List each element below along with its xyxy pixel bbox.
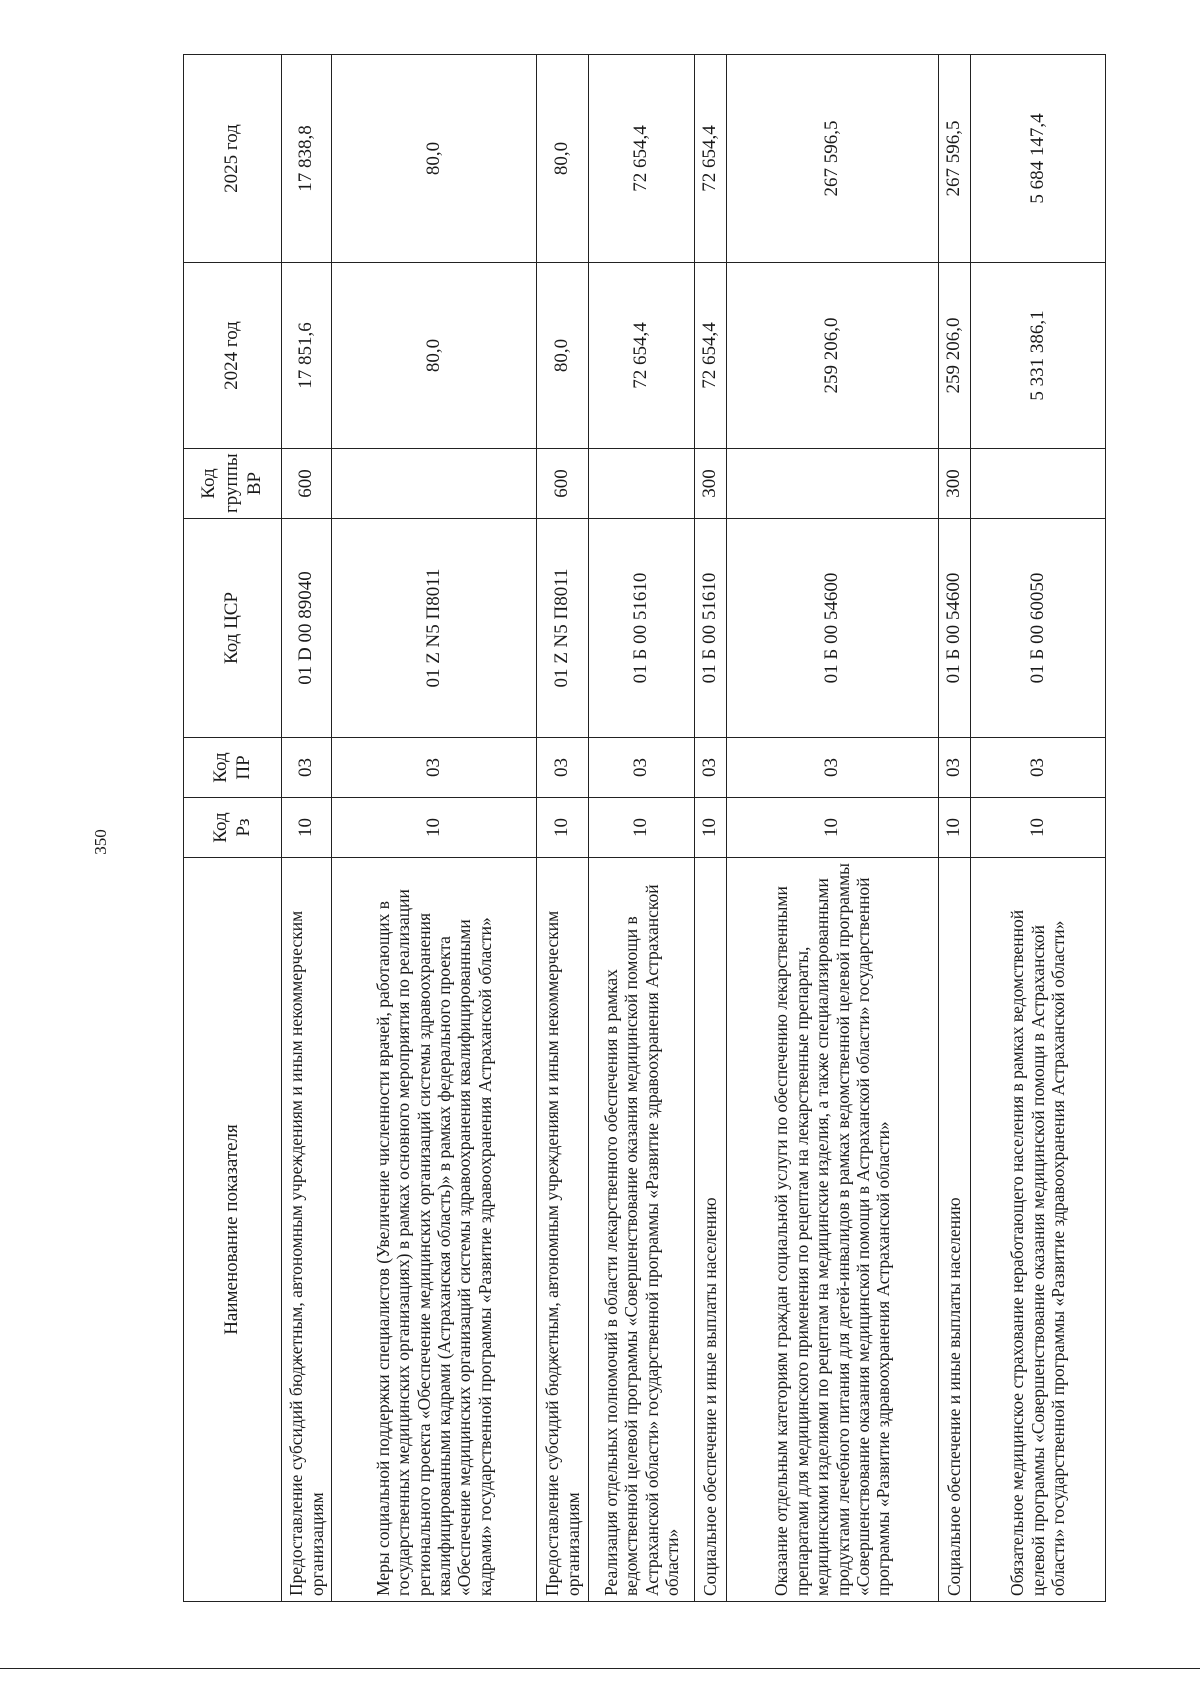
row-name: Предоставление субсидий бюджетным, автономным учреждениям и иным некоммерческим организациям (282, 858, 332, 1602)
row-vr: 300 (695, 449, 727, 519)
row-name: Меры социальной поддержки специалистов (Увеличение численности врачей, работающих в государственных медицинских организациях) в рамках основного мероприятия по реализации регионального проекта «Обеспечение медицинских организаций системы здравоохранения квалифицированными кадрами (Астраханская область)» в рамках федерального проекта «Обеспечение медицинских организаций системы здравоохранения квалифицированными кадрами» государственной программы «Развитие здравоохранения Астраханской области» (332, 858, 537, 1602)
table-row (727, 55, 939, 1602)
row-csr: 01 Б 00 51610 (695, 519, 727, 738)
row-csr: 01 D 00 89040 (282, 519, 332, 738)
header-csr: Код ЦСР (184, 519, 282, 738)
row-2025: 72 654,4 (589, 55, 695, 263)
row-vr (589, 449, 695, 519)
row-csr: 01 Б 00 51610 (589, 519, 695, 738)
row-2025: 5 684 147,4 (971, 55, 1106, 263)
row-2024: 80,0 (332, 263, 537, 449)
header-2025: 2025 год (184, 55, 282, 263)
header-pr: Код ПР (184, 738, 282, 798)
row-vr: 600 (282, 449, 332, 519)
row-rz: 10 (589, 798, 695, 858)
row-rz: 10 (332, 798, 537, 858)
row-rz: 10 (727, 798, 939, 858)
row-pr: 03 (282, 738, 332, 798)
budget-table-rotated (183, 55, 1105, 1602)
row-2025: 80,0 (537, 55, 589, 263)
header-rz: Код Рз (184, 798, 282, 858)
row-2024: 72 654,4 (589, 263, 695, 449)
row-vr (727, 449, 939, 519)
row-rz: 10 (537, 798, 589, 858)
row-name: Социальное обеспечение и иные выплаты населению (939, 858, 971, 1602)
table-row (695, 55, 727, 1602)
row-pr: 03 (332, 738, 537, 798)
row-2025: 72 654,4 (695, 55, 727, 263)
row-2024: 259 206,0 (939, 263, 971, 449)
row-rz: 10 (695, 798, 727, 858)
row-vr: 600 (537, 449, 589, 519)
row-pr: 03 (589, 738, 695, 798)
row-2024: 5 331 386,1 (971, 263, 1106, 449)
row-name: Социальное обеспечение и иные выплаты населению (695, 858, 727, 1602)
row-pr: 03 (971, 738, 1106, 798)
row-vr (971, 449, 1106, 519)
row-vr: 300 (939, 449, 971, 519)
row-2024: 80,0 (537, 263, 589, 449)
row-2024: 259 206,0 (727, 263, 939, 449)
row-2025: 17 838,8 (282, 55, 332, 263)
row-pr: 03 (939, 738, 971, 798)
table-row (589, 55, 695, 1602)
table-row (971, 55, 1106, 1602)
row-name: Предоставление субсидий бюджетным, автономным учреждениям и иным некоммерческим организациям (537, 858, 589, 1602)
row-2025: 267 596,5 (939, 55, 971, 263)
row-rz: 10 (939, 798, 971, 858)
row-name: Реализация отдельных полномочий в области лекарственного обеспечения в рамках ведомственной целевой программы «Совершенствование оказания медицинской помощи в Астраханской области» государственной программы «Развитие здравоохранения Астраханской области» (589, 858, 695, 1602)
row-2024: 17 851,6 (282, 263, 332, 449)
row-csr: 01 Z N5 П8011 (537, 519, 589, 738)
row-csr: 01 Z N5 П8011 (332, 519, 537, 738)
table-row (537, 55, 589, 1602)
row-2025: 267 596,5 (727, 55, 939, 263)
bottom-rule (0, 1668, 1200, 1669)
row-pr: 03 (537, 738, 589, 798)
table-header-row (184, 55, 282, 1602)
row-vr (332, 449, 537, 519)
header-vr: Код группы ВР (184, 449, 282, 519)
row-rz: 10 (282, 798, 332, 858)
page-number: 350 (90, 829, 110, 855)
row-csr: 01 Б 00 54600 (939, 519, 971, 738)
budget-table (183, 54, 1106, 1602)
row-name: Обязательное медицинское страхование неработающего населения в рамках ведомственной целевой программы «Совершенствование оказания медицинской помощи в Астраханской области» государственной программы «Развитие здравоохранения Астраханской области» (971, 858, 1106, 1602)
row-name: Оказание отдельным категориям граждан социальной услуги по обеспечению лекарственными препаратами для медицинского применения по рецептам на лекарственные препараты, медицинскими изделиями по рецептам на медицинские изделия, а также специализированными продуктами лечебного питания для детей-инвалидов в рамках ведомственной целевой программы «Совершенствование оказания медицинской помощи в Астраханской области» государственной программы «Развитие здравоохранения Астраханской области» (727, 858, 939, 1602)
table-row (332, 55, 537, 1602)
row-pr: 03 (727, 738, 939, 798)
table-row (282, 55, 332, 1602)
row-2024: 72 654,4 (695, 263, 727, 449)
header-name: Наименование показателя (184, 858, 282, 1602)
table-row (939, 55, 971, 1602)
row-csr: 01 Б 00 54600 (727, 519, 939, 738)
header-2024: 2024 год (184, 263, 282, 449)
row-2025: 80,0 (332, 55, 537, 263)
row-pr: 03 (695, 738, 727, 798)
row-csr: 01 Б 00 60050 (971, 519, 1106, 738)
row-rz: 10 (971, 798, 1106, 858)
